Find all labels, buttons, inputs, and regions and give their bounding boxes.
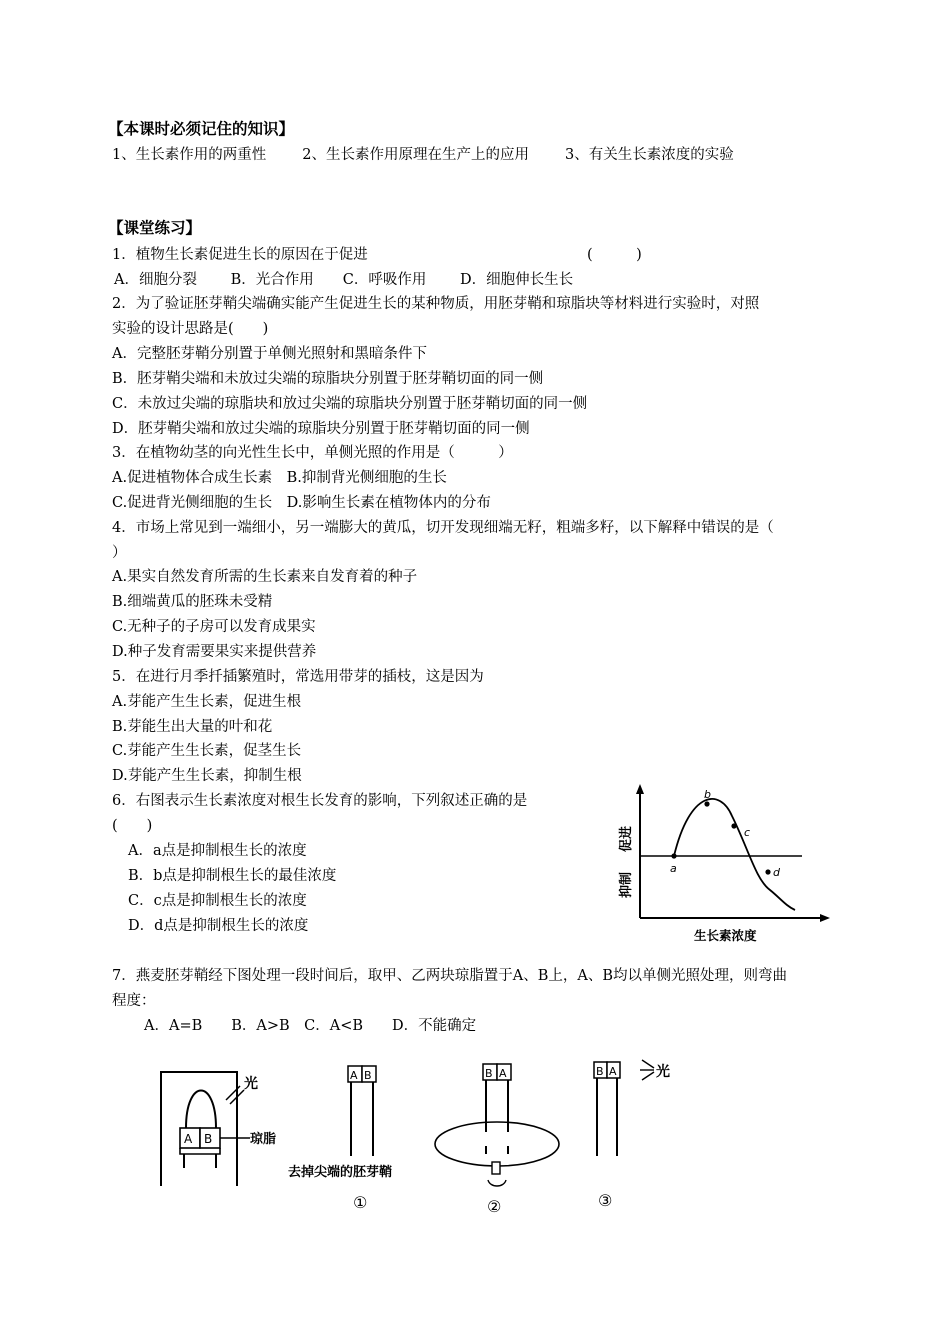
q1-stem	[112, 245, 642, 265]
practice-heading: 【课堂练习】	[108, 219, 202, 237]
response-curve	[674, 799, 795, 910]
label-a: a	[670, 862, 677, 875]
q2-option-c: C．未放过尖端的琼脂块和放过尖端的琼脂块分别置于胚芽鞘切面的同一侧	[112, 396, 588, 412]
label-b: b	[704, 788, 711, 801]
q5-option-d: D.芽能产生生长素，抑制生根	[112, 768, 302, 784]
q2-option-a: A．完整胚芽鞘分别置于单侧光照射和黑暗条件下	[112, 346, 427, 362]
q4-stem-2: ）	[112, 545, 127, 561]
s2-a: A	[499, 1067, 507, 1080]
q1-stem-text: 1．植物生长素促进生长的原因在于促进	[112, 247, 368, 263]
num-1: ①	[353, 1193, 368, 1212]
label-c: c	[744, 826, 751, 839]
light-label-3: 光	[656, 1064, 670, 1080]
q1-bracket: ( )	[587, 247, 642, 263]
coleoptile-diagram	[150, 1050, 710, 1225]
q7-stem-1: 7．燕麦胚芽鞘经下图处理一段时间后，取甲、乙两块琼脂置于A、B上，A、B均以单侧光照处理，则弯曲	[112, 968, 787, 984]
q6-bracket: ( )	[112, 818, 153, 834]
q2-option-b: B．胚芽鞘尖端和未放过尖端的琼脂块分别置于胚芽鞘切面的同一侧	[112, 371, 544, 387]
rotation-arrow-icon	[488, 1180, 506, 1186]
cut-coleoptile-caption: 去掉尖端的胚芽鞘	[288, 1165, 393, 1180]
q4-option-c: C.无种子的子房可以发育成果实	[112, 619, 316, 635]
q3-options-ab: A.促进植物体合成生长素 B.抑制背光侧细胞的生长	[112, 470, 447, 486]
q6-option-a: A．a点是抑制根生长的浓度	[128, 843, 307, 859]
agar-label: 琼脂	[250, 1132, 277, 1147]
label-d: d	[773, 866, 780, 879]
knowledge-items	[112, 145, 734, 165]
q3-stem: 3．在植物幼茎的向光性生长中，单侧光照的作用是（ ）	[112, 445, 513, 461]
q4-option-d: D.种子发育需要果实来提供营养	[112, 644, 317, 660]
setup-2	[435, 1064, 559, 1216]
light-rays-icon	[642, 1060, 654, 1068]
knowledge-item-3: 3、有关生长素浓度的实验	[564, 147, 734, 163]
num-3: ③	[598, 1191, 613, 1210]
q4-option-a: A.果实自然发育所需的生长素来自发育着的种子	[112, 569, 418, 585]
q3-options-cd: C.促进背光侧细胞的生长 D.影响生长素在植物体内的分布	[112, 495, 491, 511]
q1-options: A．细胞分裂 B．光合作用 C．呼吸作用 D．细胞伸长生长	[114, 272, 574, 288]
agar-b-label: B	[204, 1132, 213, 1146]
q4-option-b: B.细端黄瓜的胚珠未受精	[112, 594, 273, 610]
setup-3	[594, 1060, 670, 1210]
q2-stem-1: 2．为了验证胚芽鞘尖端确实能产生促进生长的某种物质，用胚芽鞘和琼脂块等材料进行实验时，对照	[112, 296, 760, 312]
q5-option-a: A.芽能产生生长素，促进生根	[112, 694, 302, 710]
setup-1	[288, 1066, 392, 1212]
s3-b: B	[596, 1065, 604, 1078]
q6-option-b: B．b点是抑制根生长的最佳浓度	[128, 868, 337, 884]
s1-a: A	[350, 1069, 358, 1082]
s1-b: B	[364, 1069, 372, 1082]
q2-option-d: D．胚芽鞘尖端和放过尖端的琼脂块分别置于胚芽鞘切面的同一侧	[112, 421, 530, 437]
point-c	[731, 823, 736, 828]
q5-option-b: B.芽能生出大量的叶和花	[112, 719, 273, 735]
q7-stem-2: 程度：	[112, 993, 156, 1009]
knowledge-heading: 【本课时必须记住的知识】	[108, 120, 295, 138]
q5-stem: 5．在进行月季扦插繁殖时，常选用带芽的插枝，这是因为	[112, 669, 484, 685]
agar-a-label: A	[184, 1132, 193, 1146]
point-b	[704, 801, 709, 806]
knowledge-item-1: 1、生长素作用的两重性	[112, 147, 267, 163]
knowledge-item-2: 2、生长素作用原理在生产上的应用	[302, 147, 529, 163]
q4-stem-1: 4．市场上常见到一端细小，另一端膨大的黄瓜，切开发现细端无籽，粗端多籽，以下解释中错误的是（	[112, 520, 774, 536]
q6-stem: 6．右图表示生长素浓度对根生长发育的影响，下列叙述正确的是	[112, 793, 528, 809]
q6-option-d: D．d点是抑制根生长的浓度	[128, 918, 309, 934]
box-setup	[161, 1072, 276, 1186]
s3-a: A	[609, 1065, 617, 1078]
y-label-inhibit: 抑制	[619, 871, 634, 898]
y-axis-arrow	[636, 784, 644, 794]
x-label: 生长素浓度	[694, 928, 757, 943]
q2-stem-2: 实验的设计思路是( )	[112, 321, 269, 337]
q7-options: A．A=B B．A>B C．A<B D．不能确定	[144, 1018, 477, 1034]
num-2: ②	[487, 1197, 502, 1216]
point-a	[671, 853, 676, 858]
auxin-root-graph	[610, 780, 840, 950]
q6-option-c: C．c点是抑制根生长的浓度	[128, 893, 307, 909]
point-d	[765, 869, 770, 874]
x-axis-arrow	[820, 914, 830, 922]
s2-b: B	[485, 1067, 493, 1080]
q5-option-c: C.芽能产生生长素，促茎生长	[112, 743, 302, 759]
y-label-promote: 促进	[619, 825, 634, 852]
turntable	[435, 1122, 559, 1166]
light-label-1: 光	[244, 1076, 258, 1092]
